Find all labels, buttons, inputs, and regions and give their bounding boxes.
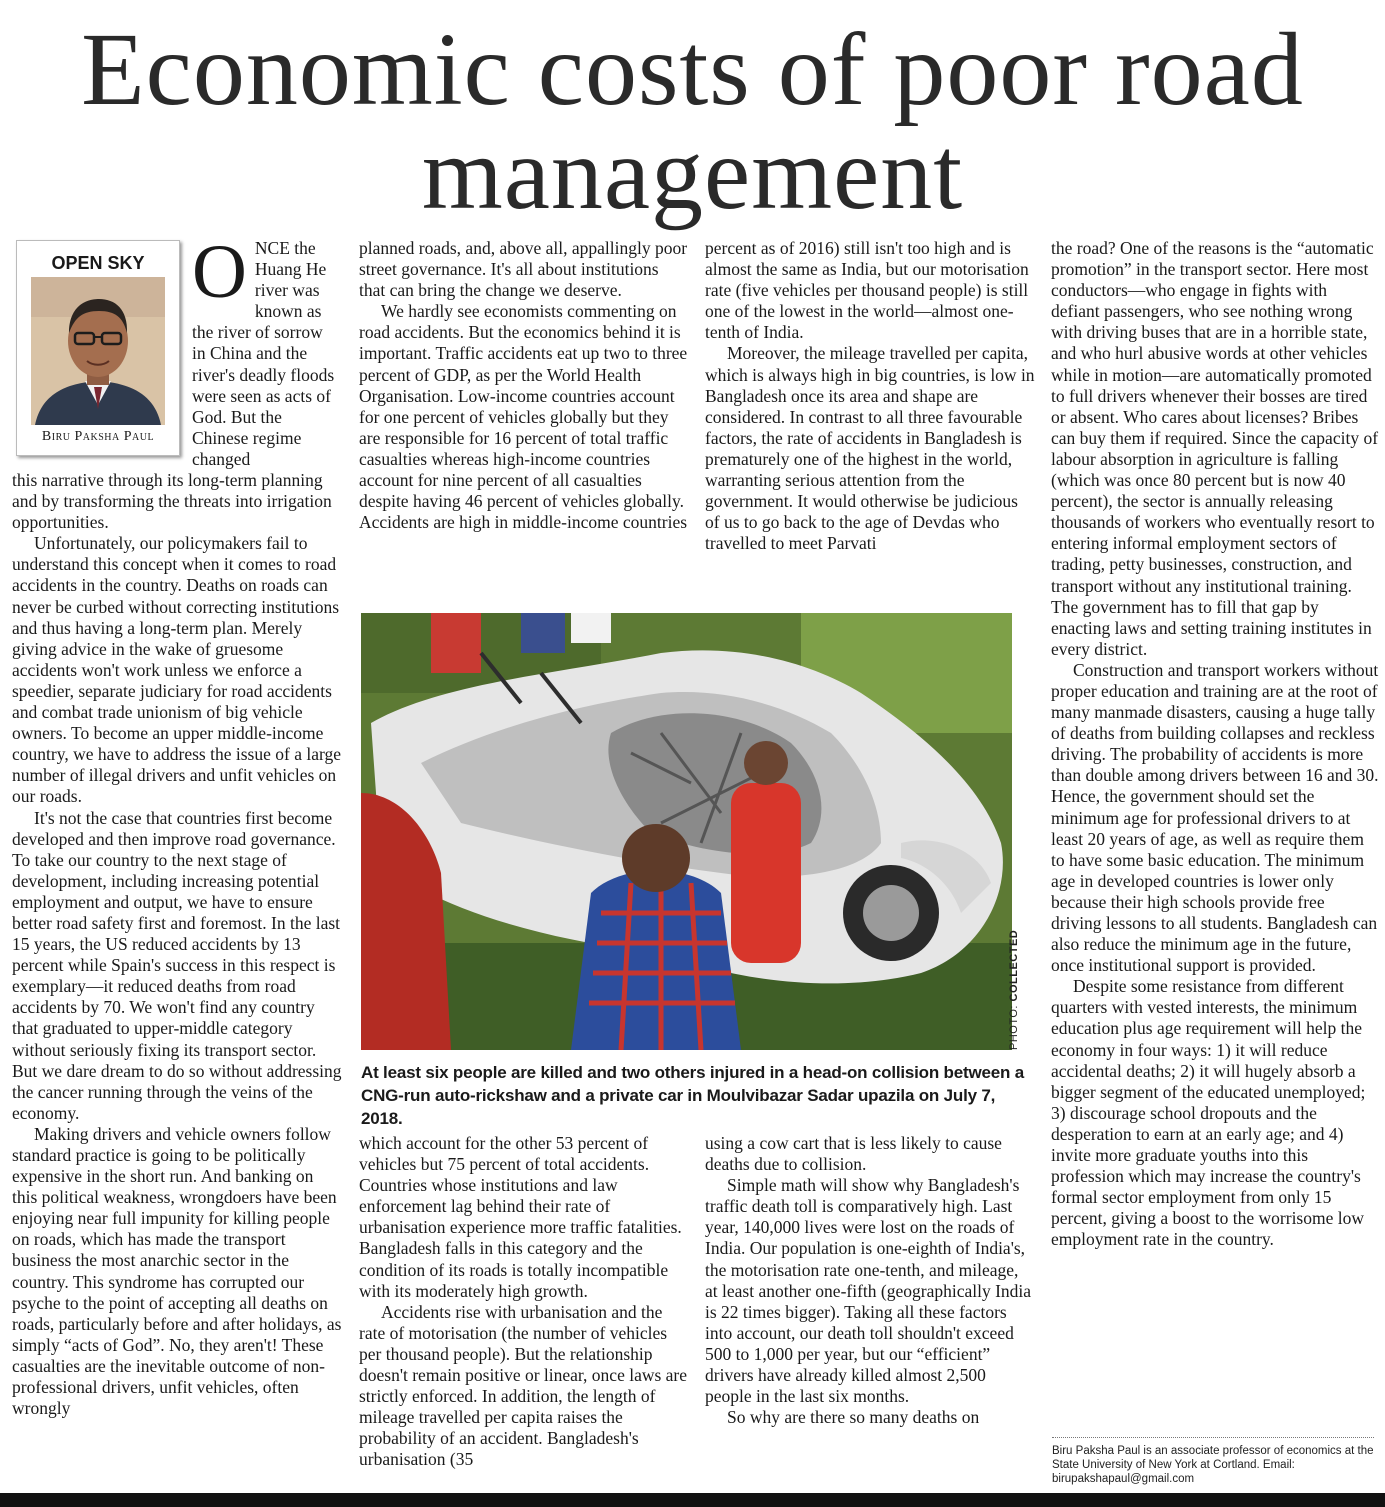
paragraph: Accidents rise with urbanisation and the rate of motorisation (the number of vehicles per thousand people). But the relationship doesn't remain positive or linear, once laws are strictly enforced. In addition, the length of mileage travelled per capita raises the probability of an accident. Bangladesh's urbanisation (35 xyxy=(359,1301,688,1470)
photo-caption: At least six people are killed and two others injured in a head-on collision between a CNG-run auto-rickshaw and a private car in Moulvibazar Sadar upazila on July 7, 2018. xyxy=(361,1063,1024,1128)
column-4 xyxy=(1051,238,1379,1251)
intro-text: NCE the Huang He river was known as the river of sorrow in China and the river's deadly floods were seen as acts of God. But the Chinese regime changed xyxy=(192,238,335,469)
column-1 xyxy=(12,470,342,1419)
column-3-top xyxy=(705,238,1035,554)
paragraph: planned roads, and, above all, appallingly poor street governance. It's all about institutions that can bring the change we deserve. xyxy=(359,238,688,301)
column-3-bottom xyxy=(705,1133,1035,1428)
accident-photo-illustration xyxy=(361,613,1012,1050)
paragraph: Simple math will show why Bangladesh's traffic death toll is comparatively high. Last year, 140,000 lives were lost on the roads of India. Our population is one-eighth of India's, the motorisation rate one-tenth, and mileage, at least another one-fifth (geographically India is 22 times bigger). Taking all these factors into account, our death toll shouldn't exceed 500 to 1,000 per year, but our “efficient” drivers have already killed almost 2,500 people in the last six months. xyxy=(705,1175,1032,1407)
author-portrait xyxy=(31,277,165,425)
paragraph: this narrative through its long-term planning and by transforming the threats into irrigation opportunities. xyxy=(12,470,332,533)
column-label: OPEN SKY xyxy=(51,253,145,273)
bio-divider xyxy=(1052,1437,1374,1438)
paragraph: Despite some resistance from different quarters with vested interests, the minimum education plus age requirement will help the economy in four ways: 1) it will reduce accidental deaths; 2) it will hugely absorb a bigger segment of the educated unemployed; 3) discourage school dropouts and the desperation to earn at an early age; and 4) invite more graduate youths into this profession which may increase the country's formal sector employment from only 15 percent, giving a boost to the worrisome low employment rate in the country. xyxy=(1051,976,1366,1250)
headline-text: Economic costs of poor road management xyxy=(81,12,1304,231)
paragraph: So why are there so many deaths on xyxy=(727,1407,980,1428)
headline xyxy=(0,12,1385,231)
dropcap: O xyxy=(192,230,247,314)
paragraph: the road? One of the reasons is the “automatic promotion” in the transport sector. Here most conductors—who engage in fights with defiant passengers, who see nothing wrong with driving buses that are in a horrible state, and who hurl abusive words at other vehicles while in motion—are automatically promoted to full drivers whenever their bosses are tired or absent. Who cares about licenses? Bribes can buy them if required. Since the capacity of labour absorption in agriculture is falling (which was once 80 percent but is now 40 percent), the sector is annually releasing thousands of workers who eventually resort to entering informal employment sectors of trading, petty businesses, construction, and transport without any institutional training. The government has to fill that gap by enacting laws and setting training institutes in every district. xyxy=(1051,238,1379,659)
photo-credit-prefix: PHOTO: xyxy=(1008,1001,1020,1050)
paragraph: Moreover, the mileage travelled per capita, which is always high in big countries, is low in Bangladesh once its area and shape are considered. In contrast to all three favourable factors, the rate of accidents in Bangladesh is prematurely one of the highest in the world, warranting serious attention from the government. It would otherwise be judicious of us to go back to the age of Devdas who travelled to meet Parvati xyxy=(705,343,1035,554)
paragraph: Construction and transport workers without proper education and training are at the root of many manmade disasters, causing a huge tally of deaths from building collapses and reckless driving. The probability of accidents is more than double among drivers between 16 and 30. Hence, the government should set the minimum age for professional drivers to at least 20 years of age, as well as require them to have some basic education. The minimum age in developed countries is lower only because their high schools provide free driving lessons to all students. Bangladesh can also reduce the minimum age in the future, once institutional support is provided. xyxy=(1051,659,1379,976)
intro-column xyxy=(192,230,340,470)
paragraph: It's not the case that countries first become developed and then improve road governance. To take our country to the next stage of development, including increasing potential employment and output, we have to ensure better road safety first and foremost. In the last 15 years, the US reduced accidents by 13 percent while Spain's success in this respect is exemplary—it reduced deaths from road accidents by 70. We won't find any country that graduated to upper-middle category without seriously fixing its transport sector. But we dare dream to do so without addressing the cancer running through the veins of the economy. xyxy=(12,807,342,1123)
author-bio: Biru Paksha Paul is an associate professor of economics at the State University of New York at Cortland. Email: birupakshapaul@gmail.com xyxy=(1052,1445,1374,1485)
column-2-bottom xyxy=(359,1133,689,1471)
photo-credit xyxy=(1008,930,1020,1050)
paragraph: Unfortunately, our policymakers fail to understand this concept when it comes to road accidents in the country. Deaths on roads can never be curbed without correcting institutions and thus having a long-term plan. Merely giving advice in the wake of gruesome accidents won't work unless we enforce a speedier, separate judiciary for road accidents and combat trade unionism of big vehicle owners. To become an upper middle-income country, we have to address the issue of a large number of illegal drivers and unfit vehicles on our roads. xyxy=(12,533,341,807)
intro-paragraph xyxy=(192,230,340,470)
accident-photo xyxy=(361,613,1012,1050)
column-2-top xyxy=(359,238,689,533)
column-author: Biru Paksha Paul xyxy=(41,429,155,444)
column-box xyxy=(16,240,180,456)
paragraph: using a cow cart that is less likely to cause deaths due to collision. xyxy=(705,1133,1002,1175)
paragraph: Making drivers and vehicle owners follow standard practice is going to be politically expensive in the short run. And banking on this political weakness, wrongdoers have been enjoying near full impunity for killing people on roads, which has made the transport business the most anarchic sector in the country. This syndrome has corrupted our psyche to the point of accepting all deaths on roads, particularly before and after holidays, as simply “acts of God”. No, they aren't! These casualties are the inevitable outcome of non-professional drivers, unfit vehicles, often wrongly xyxy=(12,1123,342,1419)
paragraph: We hardly see economists commenting on road accidents. But the economics behind it is important. Traffic accidents eat up two to three percent of GDP, as per the World Health Organisation. Low-income countries account for one percent of vehicles globally but they are responsible for 16 percent of total traffic casualties whereas high-income countries account for nine percent of all casualties despite having 46 percent of vehicles globally. Accidents are high in middle-income countries xyxy=(359,301,688,533)
page-bottom-bar xyxy=(0,1493,1385,1507)
paragraph: percent as of 2016) still isn't too high and is almost the same as India, but our motorisation rate (five vehicles per thousand people) is still one of the lowest in the world—almost one-tenth of India. xyxy=(705,238,1029,343)
photo-credit-name: COLLECTED xyxy=(1008,929,1020,1002)
paragraph: which account for the other 53 percent of vehicles but 75 percent of total accidents. Countries whose institutions and law enforcement lag behind their rate of urbanisation experience more traffic fatalities. Bangladesh falls in this category and the condition of its roads is totally incompatible with its moderately high growth. xyxy=(359,1133,682,1301)
